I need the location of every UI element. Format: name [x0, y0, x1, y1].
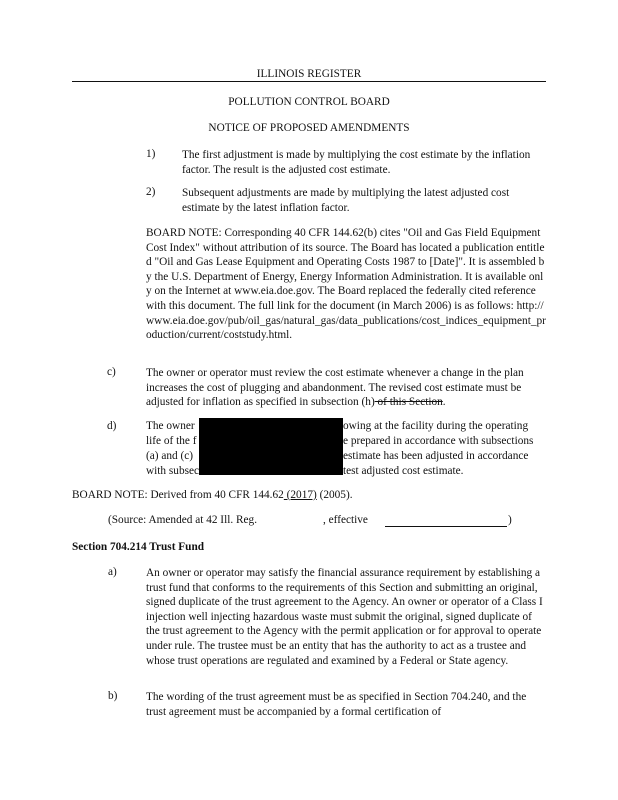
item-d-line4a: with subsec	[146, 465, 200, 477]
item-d-line4b: test adjusted cost estimate.	[343, 465, 464, 477]
item-d-line1b: owing at the facility during the operating	[343, 420, 529, 432]
item-c-label: c)	[107, 366, 116, 378]
header-rule	[72, 81, 546, 82]
item-b-label: b)	[108, 690, 118, 702]
source-effective: , effective	[323, 514, 368, 526]
section-heading: Section 704.214 Trust Fund	[72, 541, 205, 553]
list-1-text: The first adjustment is made by multiplying the cost estimate by the inflation factor. The result is the adjusted cost estimate.	[182, 149, 531, 176]
item-a-label: a)	[108, 566, 117, 578]
redaction-box	[199, 418, 343, 475]
list-2-number: 2)	[146, 186, 156, 198]
effective-date-blank	[385, 526, 507, 527]
board-note-2-text: BOARD NOTE: Derived from 40 CFR 144.62	[72, 489, 284, 501]
board-note-2-inserted: (2017)	[283, 489, 317, 501]
item-d-line3a: (a) and (c)	[146, 450, 194, 462]
board-note-1: BOARD NOTE: Corresponding 40 CFR 144.62(b) cites "Oil and Gas Field Equipment Cost Index" without attribution of its source. The Board has located a publication entitled "Oil and Gas Lease Equipment and Operating Costs 1987 to [Date]". It is assembled by the U.S. Department of Energy, Energy Information Administration. It is available only on the Internet at www.eia.doe.gov. The Board replaced the federally cited reference with this document. The full link for the document (in March 2006) is as follows: http://www.eia.doe.gov/pub/oil_gas/natural_gas/data_publications/cost_indices_equipment_production/current/coststudy.html.	[146, 227, 546, 342]
item-c-deleted: of this Section	[374, 396, 443, 409]
item-c-text	[146, 366, 546, 410]
notice-title: NOTICE OF PROPOSED AMENDMENTS	[208, 122, 410, 134]
register-title: ILLINOIS REGISTER	[256, 68, 362, 80]
list-2-text: Subsequent adjustments are made by multiplying the latest adjusted cost estimate by the latest inflation factor.	[182, 187, 510, 214]
item-d-line1a: The owner	[146, 420, 195, 432]
board-note-2-end: (2005).	[316, 489, 353, 501]
source-prefix: (Source: Amended at 42 Ill. Reg.	[108, 514, 258, 526]
item-c-end: .	[442, 396, 446, 409]
item-b-text: The wording of the trust agreement must be as specified in Section 704.240, and the trust agreement must be accompanied by a formal certification of	[146, 691, 527, 718]
board-title: POLLUTION CONTROL BOARD	[228, 96, 390, 108]
board-note-2	[72, 489, 353, 501]
item-d-line3b: estimate has been adjusted in accordance	[343, 450, 529, 462]
item-a-text: An owner or operator may satisfy the financial assurance requirement by establishing a trust fund that conforms to the requirements of this Section and submitting an original, signed duplicate of the trust agreement to the Agency. An owner or operator of a Class I injection well injecting hazardous waste must submit the original, signed duplicate of the trust agreement to the Agency with the permit application or for approval to operate under rule. The trustee must be an entity that has the authority to act as a trustee and whose trust operations are regulated and examined by a Federal or State agency.	[146, 567, 543, 667]
item-c-body: The owner or operator must review the cost estimate whenever a change in the plan increases the cost of plugging and abandonment. The revised cost estimate must be adjusted for inflation as specified in subsection (h)	[146, 367, 524, 409]
item-d-line2a: life of the f	[146, 435, 197, 447]
source-close: )	[508, 514, 512, 526]
item-d-label: d)	[107, 420, 117, 432]
item-d-line2b: e prepared in accordance with subsections	[343, 435, 534, 447]
list-1-number: 1)	[146, 148, 156, 160]
